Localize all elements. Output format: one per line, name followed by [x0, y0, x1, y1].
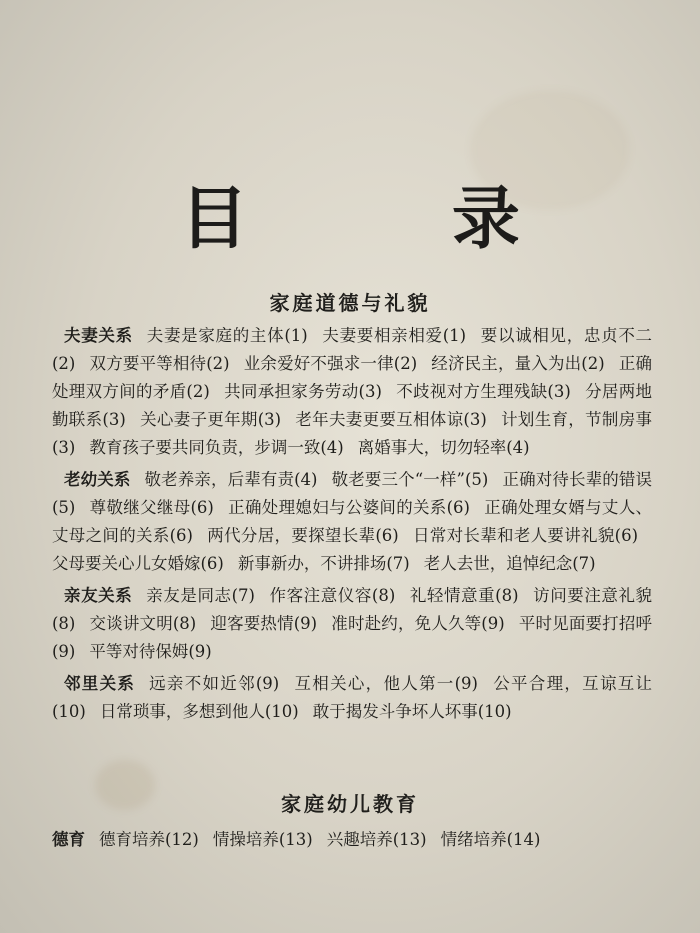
section-child-body: [40, 826, 640, 854]
toc-entry[interactable]: 正确处理双方间的矛盾(2): [52, 354, 653, 401]
category-old-young: [52, 466, 652, 578]
category-relatives-friends: [52, 582, 652, 666]
toc-entry[interactable]: 不歧视对方生理残缺(3): [395, 382, 571, 401]
toc-entry[interactable]: 日常对长辈和老人要讲礼貌(6): [412, 526, 639, 545]
toc-entry[interactable]: 德育培养(12): [99, 830, 199, 849]
toc-entry[interactable]: 业余爱好不强求一律(2): [243, 354, 418, 373]
category-label: 老幼关系: [64, 470, 131, 489]
toc-entry[interactable]: 父母要关心儿女婚嫁(6): [52, 554, 224, 573]
category-moral-education: [40, 826, 640, 854]
category-label: 邻里关系: [64, 674, 136, 693]
toc-entry[interactable]: 经济民主，量入为出(2): [431, 354, 605, 373]
toc-entry[interactable]: 正确对待长辈的错误(5): [52, 470, 652, 517]
toc-entry[interactable]: 老人去世，追悼纪念(7): [423, 554, 596, 573]
section-heading-moral: 家庭道德与礼貌: [269, 291, 431, 315]
toc-entry[interactable]: 新事新办，不讲排场(7): [237, 554, 410, 573]
toc-entry[interactable]: 作客注意仪容(8): [268, 586, 396, 605]
toc-entry[interactable]: 日常琐事，多想到他人(10): [99, 702, 299, 721]
toc-entry[interactable]: 平等对待保姆(9): [89, 642, 212, 661]
category-neighbors: [52, 670, 652, 726]
toc-entry[interactable]: 敢于揭发斗争坏人坏事(10): [312, 702, 512, 721]
toc-entry[interactable]: 教育孩子要共同负责，步调一致(4): [89, 438, 344, 457]
category-label: 亲友关系: [64, 586, 133, 605]
toc-entry[interactable]: 交谈讲文明(8): [89, 614, 197, 633]
toc-entry[interactable]: 双方要平等相待(2): [89, 354, 230, 373]
toc-entry[interactable]: 敬老养亲，后辈有责(4): [144, 470, 318, 489]
toc-entry[interactable]: 正确处理媳妇与公婆间的关系(6): [227, 498, 470, 517]
page-title: 目 录: [180, 180, 610, 259]
category-label: 夫妻关系: [64, 326, 133, 345]
toc-entry[interactable]: 要以诚相见，忠贞不二(2): [52, 326, 653, 373]
toc-entry[interactable]: 远亲不如近邻(9): [149, 674, 280, 693]
toc-entry[interactable]: 离婚事大，切勿轻率(4): [357, 438, 530, 457]
toc-entry[interactable]: 夫妻是家庭的主体(1): [146, 326, 308, 345]
toc-entry[interactable]: 两代分居，要探望长辈(6): [207, 526, 399, 545]
toc-entry[interactable]: 夫妻要相亲相爱(1): [321, 326, 467, 345]
toc-entry[interactable]: 兴趣培养(13): [326, 830, 427, 849]
toc-entry[interactable]: 关心妻子更年期(3): [139, 410, 282, 429]
toc-entry[interactable]: 礼轻情意重(8): [409, 586, 519, 605]
toc-entry[interactable]: 敬老要三个“一样”(5): [331, 470, 489, 489]
toc-entry[interactable]: 尊敬继父继母(6): [89, 498, 214, 517]
toc-entry[interactable]: 访问要注意礼貌(8): [52, 586, 653, 633]
section-moral-body: [52, 322, 652, 726]
toc-entry[interactable]: 分居两地勤联系(3): [52, 382, 653, 429]
toc-entry[interactable]: 正确处理女婿与丈人、丈母之间的关系(6): [52, 498, 653, 545]
toc-entry[interactable]: 互相关心，他人第一(9): [293, 674, 478, 693]
category-husband-wife: [52, 322, 652, 462]
category-label: 德育: [52, 830, 85, 849]
toc-entry[interactable]: 亲友是同志(7): [146, 586, 255, 605]
toc-entry[interactable]: 迎客要热情(9): [210, 614, 318, 633]
toc-entry[interactable]: 情绪培养(14): [440, 830, 541, 849]
toc-entry[interactable]: 老年夫妻更要互相体谅(3): [295, 410, 487, 429]
toc-entry[interactable]: 共同承担家务劳动(3): [223, 382, 382, 401]
section-heading-child: 家庭幼儿教育: [281, 792, 419, 816]
toc-entry[interactable]: 公平合理，互谅互让(10): [52, 674, 653, 721]
toc-entry[interactable]: 情操培养(13): [212, 830, 313, 849]
toc-entry[interactable]: 准时赴约，免人久等(9): [331, 614, 505, 633]
toc-entry[interactable]: 计划生育，节制房事(3): [52, 410, 653, 457]
toc-entry[interactable]: 平时见面要打招呼(9): [52, 614, 653, 661]
